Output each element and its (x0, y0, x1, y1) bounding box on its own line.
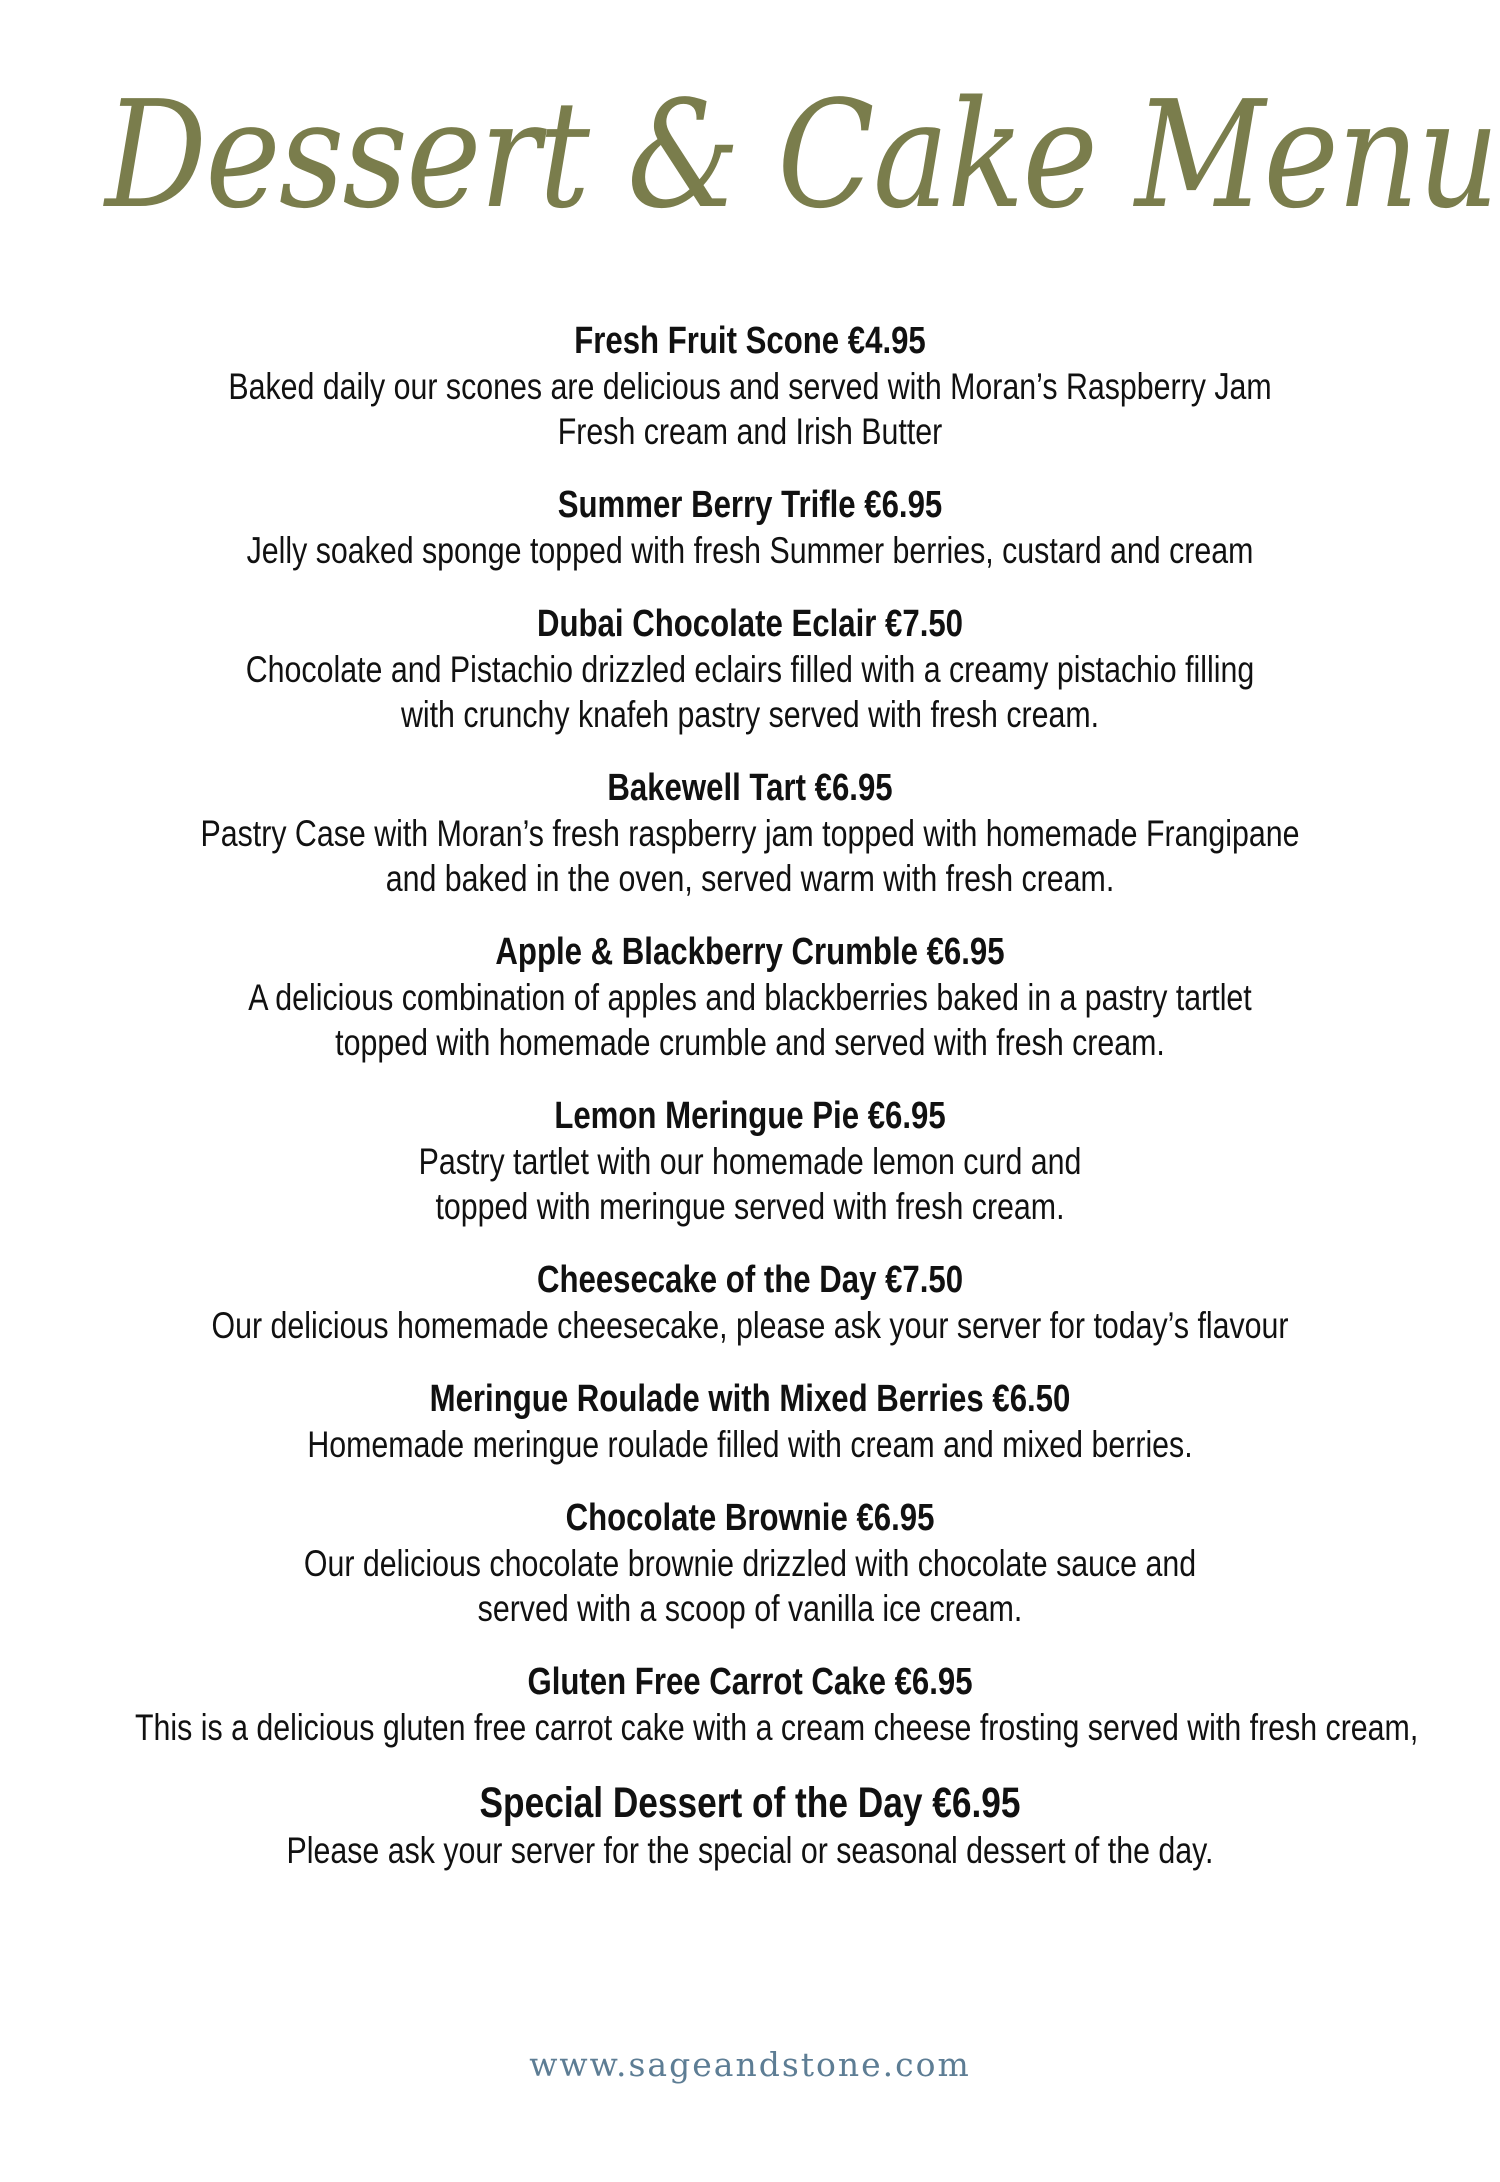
menu-item-description: with crunchy knafeh pastry served with fresh cream. (400, 694, 1100, 735)
menu-item-description: Pastry tartlet with our homemade lemon curd and (418, 1141, 1082, 1182)
menu-item-title: Bakewell Tart €6.95 (607, 767, 893, 809)
menu-item (0, 601, 1500, 737)
menu-item-description: Pastry Case with Moran’s fresh raspberry jam topped with homemade Frangipane (200, 813, 1300, 854)
menu-item (0, 318, 1500, 454)
menu-title: Dessert & Cake Menu (105, 69, 1498, 241)
menu-item-description: A delicious combination of apples and blackberries baked in a pastry tartlet (248, 977, 1252, 1018)
menu-item-description: Our delicious homemade cheesecake, please ask your server for today’s flavour (211, 1305, 1289, 1346)
menu-item (0, 765, 1500, 901)
menu-item-title: Summer Berry Trifle €6.95 (557, 484, 943, 526)
menu-item-description: This is a delicious gluten free carrot cake with a cream cheese frosting served with fresh cream, (135, 1707, 1419, 1748)
menu-item (0, 1778, 1500, 1873)
menu-item-title: Fresh Fruit Scone €4.95 (574, 320, 926, 362)
menu-item-title: Lemon Meringue Pie €6.95 (554, 1095, 946, 1137)
menu-item (0, 1257, 1500, 1348)
menu-item-title: Meringue Roulade with Mixed Berries €6.50 (429, 1378, 1071, 1420)
menu-item (0, 1659, 1500, 1750)
menu-item-description: Homemade meringue roulade filled with cream and mixed berries. (307, 1424, 1193, 1465)
menu-item-description: Fresh cream and Irish Butter (557, 411, 943, 452)
menu-item-description: Jelly soaked sponge topped with fresh Summer berries, custard and cream (246, 530, 1254, 571)
menu-item-title: Apple & Blackberry Crumble €6.95 (495, 931, 1005, 973)
menu-item (0, 1495, 1500, 1631)
menu-item-title: Chocolate Brownie €6.95 (565, 1497, 935, 1539)
menu-item-title: Dubai Chocolate Eclair €7.50 (536, 603, 964, 645)
menu-item-title: Special Dessert of the Day €6.95 (479, 1779, 1021, 1827)
menu-item-description: topped with meringue served with fresh cream. (435, 1186, 1065, 1227)
menu-item (0, 482, 1500, 573)
menu-item (0, 1376, 1500, 1467)
menu-item-description: and baked in the oven, served warm with fresh cream. (385, 858, 1115, 899)
menu-item (0, 1093, 1500, 1229)
menu-item-description: Baked daily our scones are delicious and served with Moran’s Raspberry Jam (228, 366, 1272, 407)
menu-items (0, 318, 1500, 1901)
menu-item-description: Please ask your server for the special or seasonal dessert of the day. (286, 1830, 1214, 1871)
menu-item-description: Our delicious chocolate brownie drizzled with chocolate sauce and (303, 1543, 1197, 1584)
menu-item (0, 929, 1500, 1065)
menu-item-title: Gluten Free Carrot Cake €6.95 (527, 1661, 973, 1703)
menu-item-description: topped with homemade crumble and served with fresh cream. (335, 1022, 1165, 1063)
website-url[interactable]: www.sageandstone.com (529, 2045, 971, 2084)
menu-item-title: Cheesecake of the Day €7.50 (536, 1259, 964, 1301)
menu-item-description: served with a scoop of vanilla ice cream. (477, 1588, 1023, 1629)
menu-item-description: Chocolate and Pistachio drizzled eclairs filled with a creamy pistachio filling (245, 649, 1255, 690)
